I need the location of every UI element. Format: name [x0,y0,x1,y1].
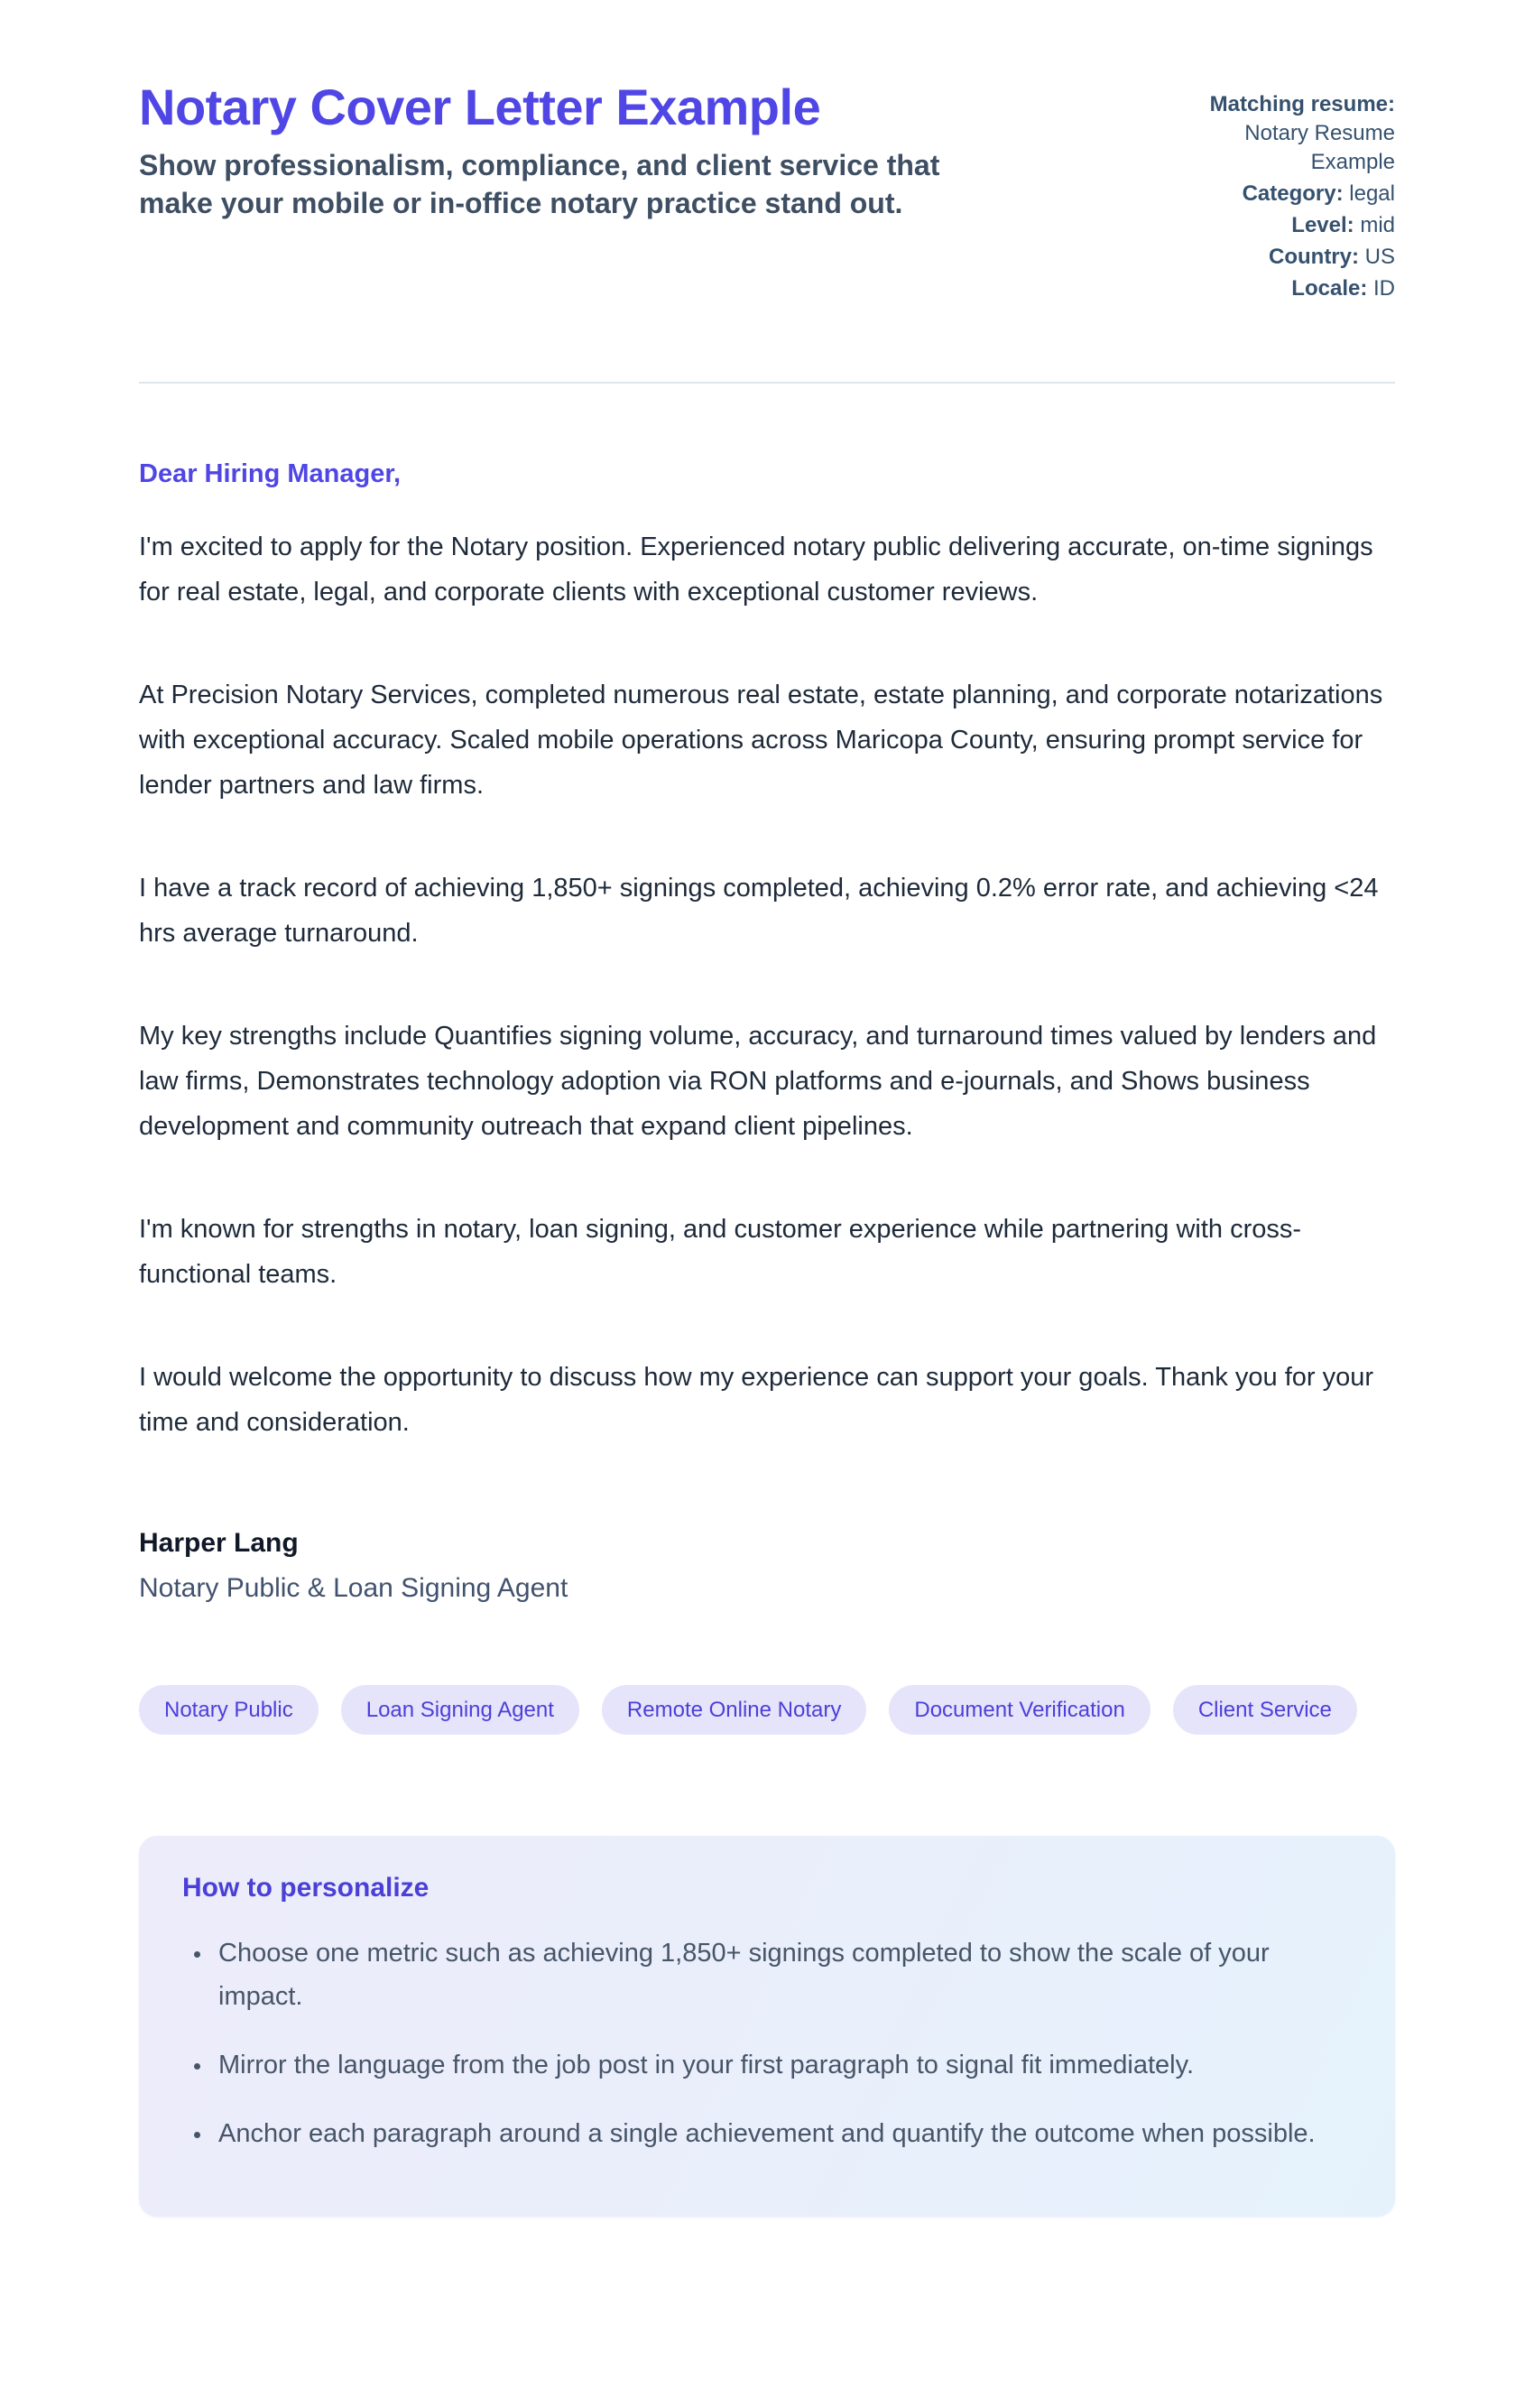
letter-paragraph: I have a track record of achieving 1,850+ signings completed, achieving 0.2% error rate, and achieving <24 hrs average turnaround. [139,874,1379,948]
meta-value: Notary Resume Example [1244,121,1395,174]
tip-item: • Mirror the language from the job post in your first paragraph to signal fit immediately. [213,2043,1332,2087]
personalize-tips-card [139,1836,1395,2217]
signature-title: Notary Public & Loan Signing Agent [139,1573,568,1603]
meta-row [1156,180,1395,208]
meta-row [1156,211,1395,240]
tip-item: • Choose one metric such as achieving 1,850+ signings completed to show the scale of your impact. [213,1931,1332,2018]
letter-paragraph: At Precision Notary Services, completed numerous real estate, estate planning, and corporate notarizations with exceptional accuracy. Scaled mobile operations across Maricopa County, ensuring prompt service for lender partners and law firms. [139,681,1383,800]
tip-item: • Anchor each paragraph around a single achievement and quantify the outcome when possible. [213,2112,1332,2155]
letter-greeting: Dear Hiring Manager, [139,459,402,488]
meta-value: US [1364,245,1395,269]
meta-value: legal [1349,181,1395,206]
meta-label: Country: [1269,245,1359,269]
page-header [139,79,1395,306]
tag-chip[interactable]: Remote Online Notary [602,1685,866,1735]
tag-chip[interactable]: Document Verification [889,1685,1150,1735]
meta-value: ID [1373,276,1395,301]
tag-chip[interactable]: Client Service [1173,1685,1357,1735]
header-divider [139,382,1395,384]
page-subtitle: Show professionalism, compliance, and client service that make your mobile or in-office notary practice stand out. [139,149,940,219]
header-title-block [139,79,960,222]
letter-paragraph: I'm excited to apply for the Notary position. Experienced notary public delivering accurate, on-time signings for real estate, legal, and corporate clients with exceptional customer reviews. [139,533,1373,607]
meta-row [1156,274,1395,303]
tag-chip[interactable]: Notary Public [139,1685,319,1735]
letter-body [139,456,1395,1607]
tips-list [182,1931,1352,2155]
meta-label: Category: [1242,181,1344,206]
meta-label: Level: [1291,213,1354,237]
letter-paragraph: My key strengths include Quantifies signing volume, accuracy, and turnaround times valued by lenders and law firms, Demonstrates technology adoption via RON platforms and e-journals, and Shows business development and community outreach that expand client pipelines. [139,1022,1377,1141]
meta-label: Matching resume: [1209,92,1395,116]
tag-list [139,1685,1395,1735]
letter-paragraph: I would welcome the opportunity to discuss how my experience can support your goals. Thank you for your time and consideration. [139,1363,1374,1437]
meta-value: mid [1360,213,1395,237]
meta-row [1156,243,1395,272]
letter-paragraph: I'm known for strengths in notary, loan signing, and customer experience while partnering with cross-functional teams. [139,1215,1302,1289]
signature-name: Harper Lang [139,1528,299,1558]
meta-row [1156,90,1395,177]
meta-label: Locale: [1291,276,1368,301]
resume-meta-panel [1156,79,1395,306]
page-title: Notary Cover Letter Example [139,79,821,135]
tag-chip[interactable]: Loan Signing Agent [341,1685,579,1735]
tips-title: How to personalize [182,1873,430,1903]
